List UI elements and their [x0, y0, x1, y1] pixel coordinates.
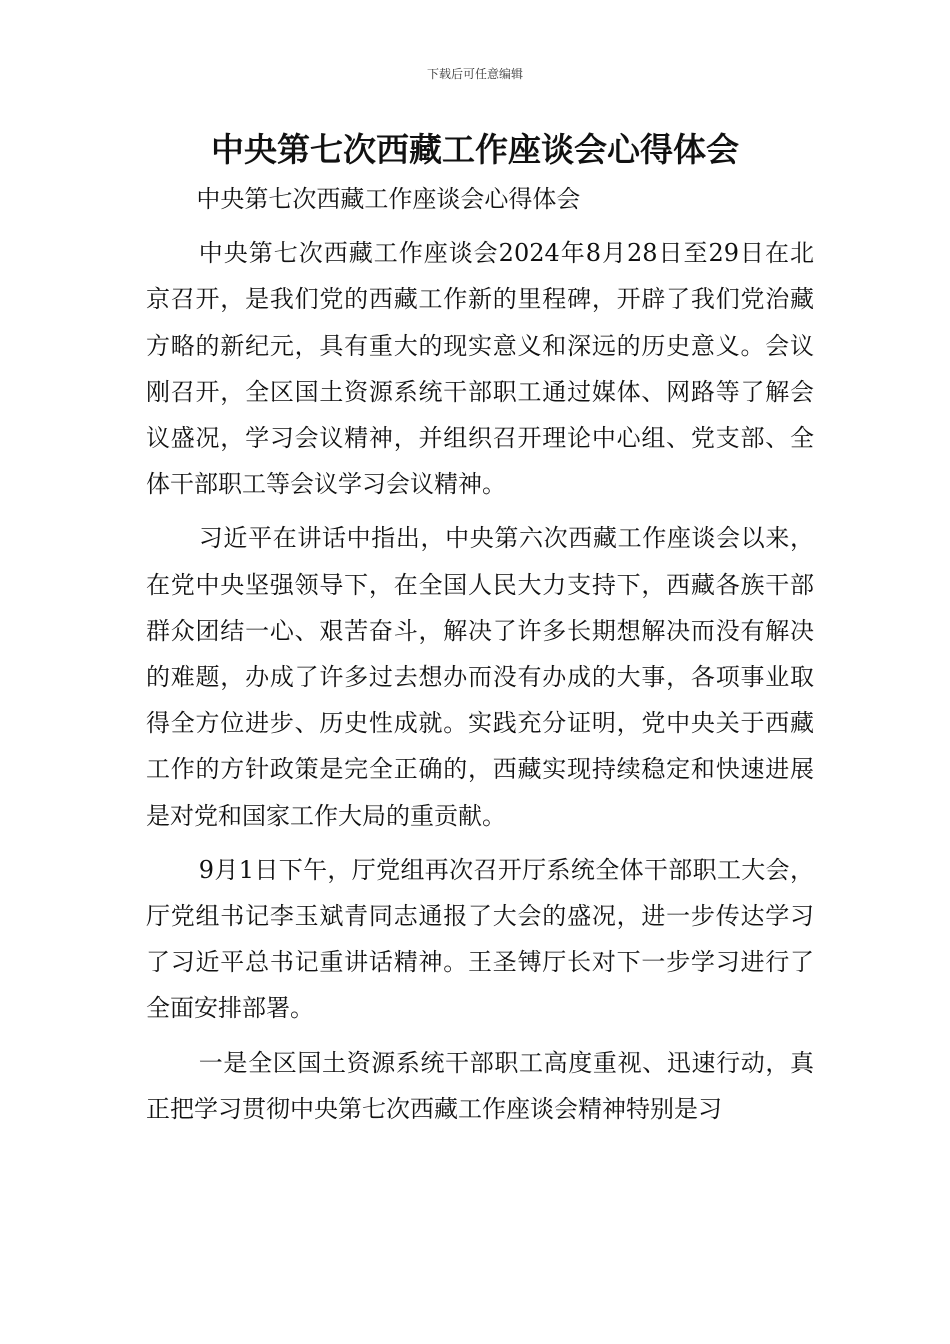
paragraph-1: 中央第七次西藏工作座谈会2024年8月28日至29日在北京召开，是我们党的西藏工作新的里程碑，开辟了我们党治藏方略的新纪元，具有重大的现实意义和深远的历史意义。会议刚召开，全区国土资源系统干部职工通过媒体、网路等了解会议盛况，学习会议精神，并组织召开理论中心组、党支部、全体干部职工等会议学习会议精神。: [146, 239, 814, 499]
document-title: 中央第七次西藏工作座谈会心得体会: [211, 130, 739, 169]
paragraph-3: 9月1日下午，厅党组再次召开厅系统全体干部职工大会，厅党组书记李玉斌青同志通报了大会的盛况，进一步传达学习了习近平总书记重讲话精神。王圣镈厅长对下一步学习进行了全面安排部署。: [146, 855, 814, 1023]
document-subtitle: 中央第七次西藏工作座谈会心得体会: [196, 185, 581, 213]
header-note: 下载后可任意编辑: [426, 67, 523, 81]
document-body: [146, 176, 814, 1132]
paragraph-4: 一是全区国土资源系统干部职工高度重视、迅速行动，真正把学习贯彻中央第七次西藏工作座谈会精神特别是习: [146, 1048, 814, 1123]
paragraph-2: 习近平在讲话中指出，中央第六次西藏工作座谈会以来，在党中央坚强领导下，在全国人民大力支持下，西藏各族干部群众团结一心、艰苦奋斗，解决了许多长期想解决而没有解决的难题，办成了许多过去想办而没有办成的大事，各项事业取得全方位进步、历史性成就。实践充分证明，党中央关于西藏工作的方针政策是完全正确的，西藏实现持续稳定和快速进展是对党和国家工作大局的重贡献。: [146, 524, 814, 830]
